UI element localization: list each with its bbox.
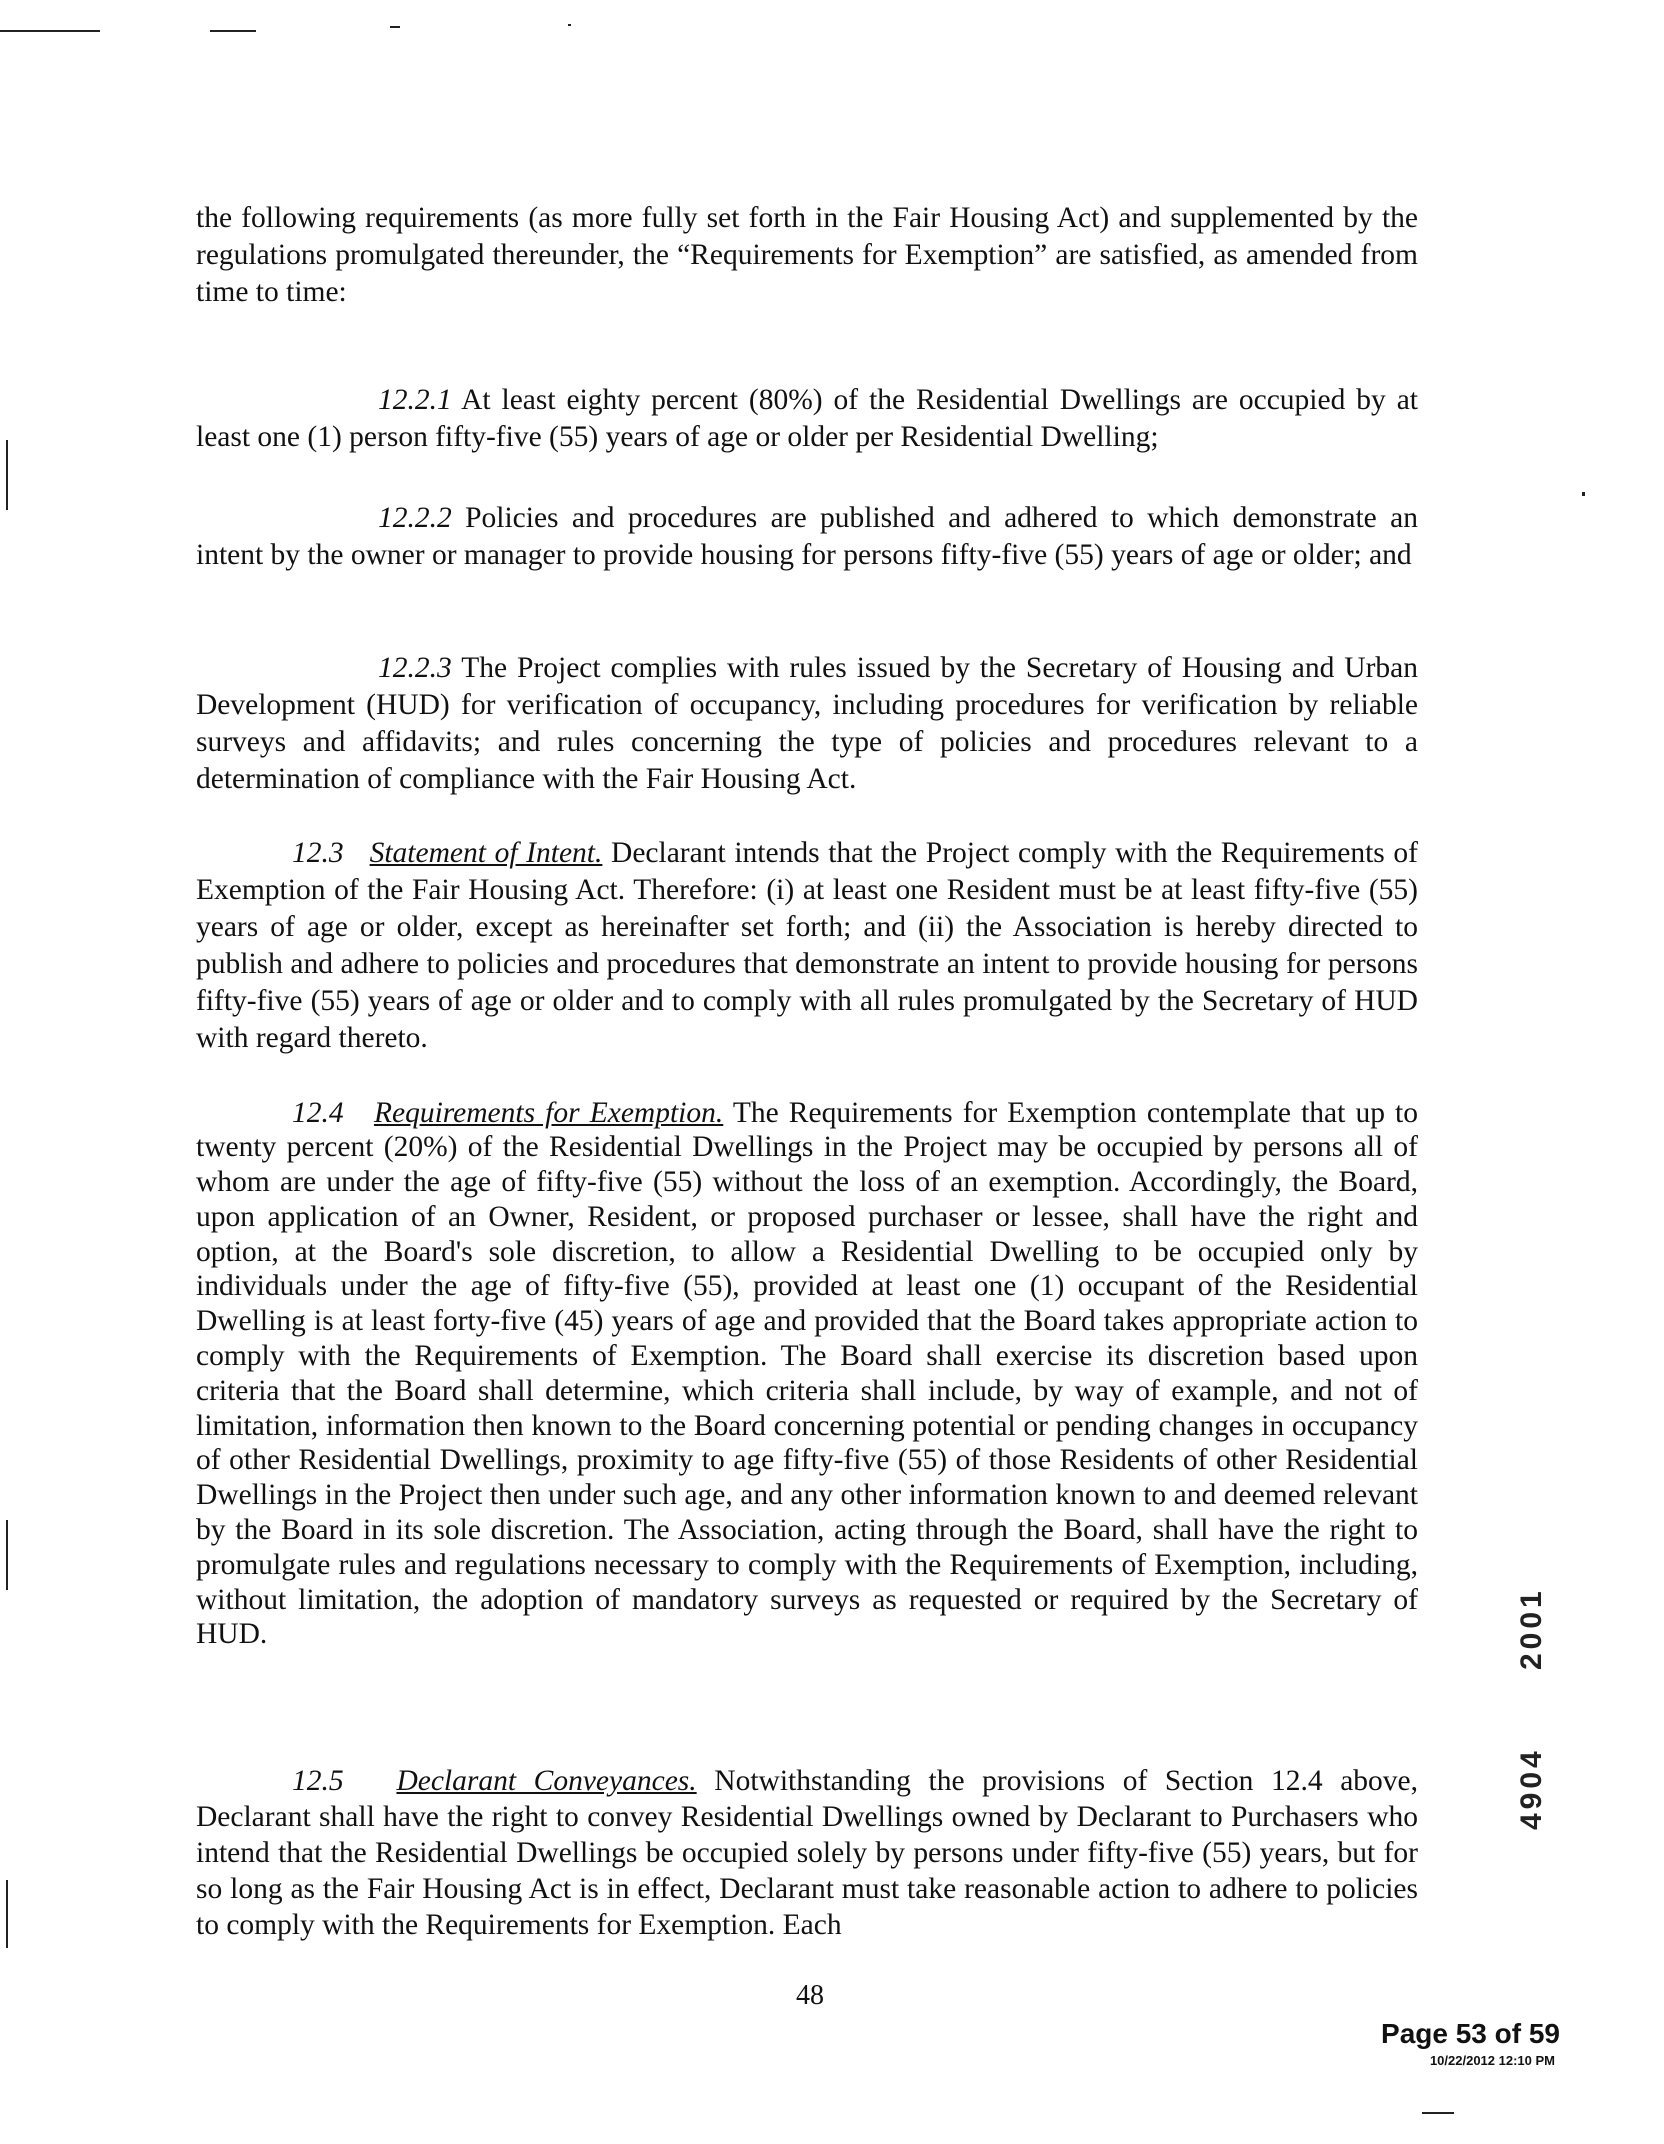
section-number: 12.5	[292, 1764, 344, 1797]
scan-mark-top-4	[568, 24, 571, 26]
scan-mark-top-1	[0, 30, 100, 32]
section-12-2-3	[196, 620, 1418, 827]
section-title: Statement of Intent.	[369, 836, 603, 869]
section-12-2-1	[196, 352, 1418, 485]
scan-mark-left-3	[6, 1880, 8, 1948]
intro-text: the following requirements (as more fully set forth in the Fair Housing Act) and supplemented by the regulations promulgated thereunder, the “Requirements for Exemption” are satisfied, as amended from time to time:	[196, 202, 1418, 308]
section-number: 12.3	[292, 836, 344, 869]
section-title: Requirements for Exemption.	[373, 1096, 724, 1129]
page-of-total: Page 53 of 59	[1381, 2018, 1560, 2049]
section-text: Notwithstanding the provisions of Section 12.4 above, Declarant shall have the right to convey Residential Dwellings owned by Declarant to Purchasers who intend that the Residential Dwellings be occupied solely by persons under fifty-five (55) years, but for so long as the Fair Housing Act is in effect, Declarant must take reasonable action to adhere to policies to comply with the Requirements for Exemption. Each	[196, 1764, 1419, 1941]
section-title: Declarant Conveyances.	[396, 1764, 697, 1797]
recording-stamp-upper: 2001	[1515, 1587, 1548, 1670]
scan-mark-bottom	[1422, 2112, 1454, 2114]
recording-stamp-lower: 4904	[1515, 1747, 1548, 1830]
section-12-3	[196, 805, 1418, 1086]
recorded-timestamp: 10/22/2012 12:10 PM	[1429, 2053, 1555, 2068]
intro-paragraph	[196, 200, 1418, 311]
section-12-5	[196, 1733, 1418, 1972]
section-text: Policies and procedures are published and adhered to which demonstrate an intent by the owner or manager to provide housing for persons fifty-five (55) years of age or older; and	[196, 501, 1418, 571]
section-number: 12.4	[292, 1096, 344, 1129]
scan-mark-top-2	[210, 30, 256, 32]
scan-mark-left-2	[6, 1520, 8, 1590]
scan-mark-left-1	[6, 440, 8, 510]
section-text: At least eighty percent (80%) of the Residential Dwellings are occupied by at least one (1) person fifty-five (55) years of age or older per Residential Dwelling;	[196, 383, 1418, 453]
section-number: 12.2.1	[378, 383, 452, 416]
scan-mark-right-1	[1582, 492, 1585, 496]
section-text: The Project complies with rules issued by the Secretary of Housing and Urban Development (HUD) for verification of occupancy, including procedures for verification by reliable surveys and affidavits; and rules concerning the type of policies and procedures relevant to a determination of compliance with the Fair Housing Act.	[196, 651, 1419, 795]
scan-mark-top-3	[390, 26, 400, 28]
section-12-2-2	[196, 470, 1418, 603]
section-number: 12.2.2	[378, 501, 452, 534]
section-12-4	[196, 1066, 1418, 1682]
section-number: 12.2.3	[378, 651, 452, 684]
page-number: 48	[796, 1980, 824, 2011]
section-text: Declarant intends that the Project comply with the Requirements of Exemption of the Fair Housing Act. Therefore: (i) at least one Resident must be at least fifty-five (55) years of age or older, except as hereinafter set forth; and (ii) the Association is hereby directed to publish and adhere to policies and procedures that demonstrate an intent to provide housing for persons fifty-five (55) years of age or older and to comply with all rules promulgated by the Secretary of HUD with regard thereto.	[196, 836, 1419, 1054]
section-text: The Requirements for Exemption contemplate that up to twenty percent (20%) of the Residential Dwellings in the Project may be occupied by persons all of whom are under the age of fifty-five (55) without the loss of an exemption. Accordingly, the Board, upon application of an Owner, Resident, or proposed purchaser or lessee, shall have the right and option, at the Board's sole discretion, to allow a Residential Dwelling to be occupied only by individuals under the age of fifty-five (55), provided at least one (1) occupant of the Residential Dwelling is at least forty-five (45) years of age and provided that the Board takes appropriate action to comply with the Requirements of Exemption. The Board shall exercise its discretion based upon criteria that the Board shall determine, which criteria shall include, by way of example, and not of limitation, information then known to the Board concerning potential or pending changes in occupancy of other Residential Dwellings, proximity to age fifty-five (55) of those Residents of other Residential Dwellings in the Project then under such age, and any other information known to and deemed relevant by the Board in its sole discretion. The Association, acting through the Board, shall have the right to promulgate rules and regulations necessary to comply with the Requirements of Exemption, including, without limitation, the adoption of mandatory surveys as requested or required by the Secretary of HUD.	[196, 1096, 1418, 1651]
